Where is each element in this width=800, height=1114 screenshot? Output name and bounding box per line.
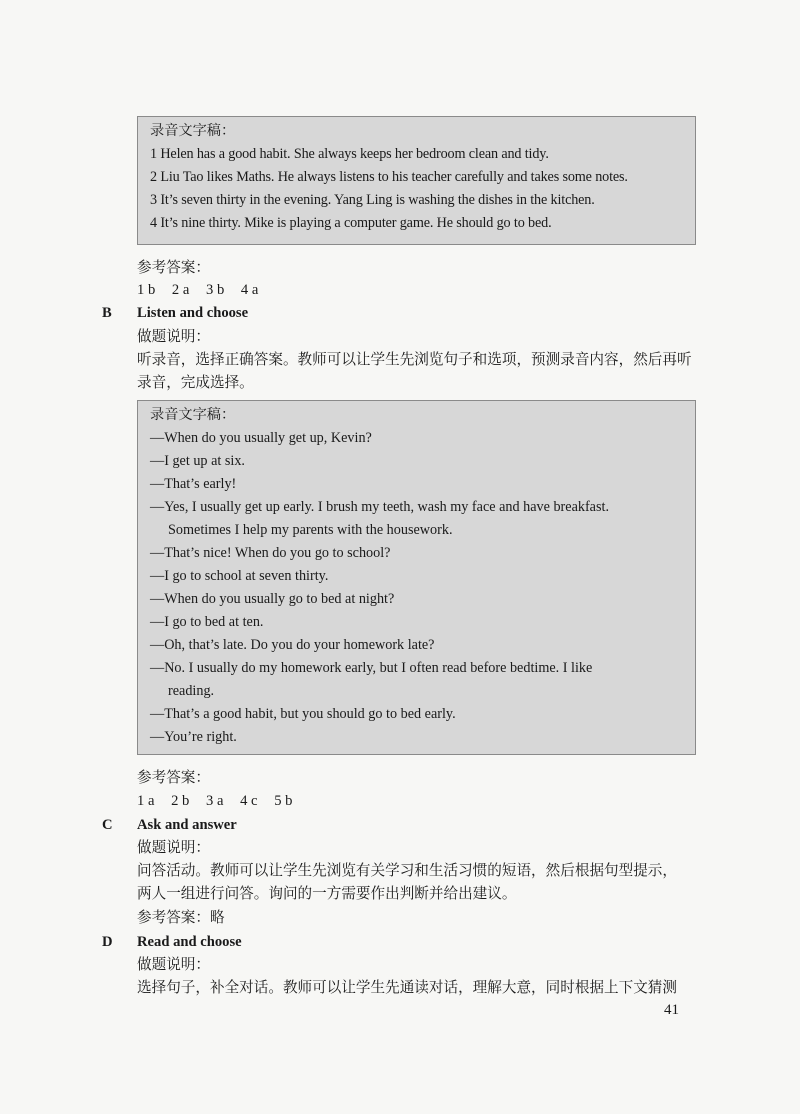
instruction-text: [137, 349, 697, 395]
dialogue-line: —That’s nice! When do you go to school?: [150, 545, 391, 561]
transcript-header: 录音文字稿：: [150, 123, 236, 139]
dialogue-line: —No. I usually do my homework early, but I often read before bedtime. I like: [150, 660, 593, 676]
answer-key-a: [137, 279, 271, 301]
instruction-line: 听录音，选择正确答案。教师可以让学生先浏览句子和选项，预测录音内容，然后再听: [137, 352, 692, 368]
transcript-line: 1 Helen has a good habit. She always keeps her bedroom clean and tidy.: [150, 146, 549, 162]
answer-item: 4 c: [240, 793, 258, 809]
instruction-label: 做题说明：: [137, 840, 210, 856]
answer-key-b: [137, 790, 305, 812]
dialogue-line: —I get up at six.: [150, 453, 245, 469]
answer-item: 3 b: [206, 282, 225, 298]
answer-item: 5 b: [274, 793, 293, 809]
instruction-line: 选择句子，补全对话。教师可以让学生先通读对话，理解大意，同时根据上下文猜测: [137, 980, 677, 996]
section-title: Ask and answer: [137, 817, 237, 833]
dialogue-line: —Yes, I usually get up early. I brush my teeth, wash my face and have breakfast.: [150, 499, 609, 515]
section-b-heading: [102, 302, 248, 324]
dialogue-line: —That’s early!: [150, 476, 237, 492]
dialogue-line: —I go to school at seven thirty.: [150, 568, 329, 584]
answer-item: 2 b: [171, 793, 190, 809]
transcript-box-a: [137, 116, 696, 245]
section-title: Read and choose: [137, 934, 242, 950]
section-title: Listen and choose: [137, 305, 249, 321]
answer-item: 2 a: [171, 282, 190, 298]
dialogue-line: —When do you usually get up, Kevin?: [150, 430, 372, 446]
transcript-line: 2 Liu Tao likes Maths. He always listens to his teacher carefully and takes some notes.: [150, 169, 628, 185]
section-letter: B: [102, 305, 112, 321]
section-c-heading: [102, 814, 237, 836]
instruction-label: 做题说明：: [137, 329, 210, 345]
answer-item: 1 b: [137, 282, 156, 298]
transcript-line: 3 It’s seven thirty in the evening. Yang Ling is washing the dishes in the kitchen.: [150, 192, 595, 208]
answer-label: 参考答案：: [137, 260, 210, 276]
answer-item: 4 a: [240, 282, 259, 298]
instruction-text: [137, 860, 697, 906]
transcript-line: 4 It’s nine thirty. Mike is playing a computer game. He should go to bed.: [150, 215, 552, 231]
transcript-box-b: [137, 400, 696, 755]
section-letter: C: [102, 817, 113, 833]
instruction-line: 录音，完成选择。: [137, 375, 254, 391]
dialogue-line: reading.: [168, 683, 215, 699]
dialogue-line: —You’re right.: [150, 729, 237, 745]
answer-text: 参考答案：略: [137, 910, 225, 926]
dialogue-line: —That’s a good habit, but you should go to bed early.: [150, 706, 456, 722]
transcript-header: 录音文字稿：: [150, 407, 236, 423]
page-number: 41: [664, 1002, 679, 1018]
dialogue-line: —Oh, that’s late. Do you do your homework late?: [150, 637, 435, 653]
instruction-text: [137, 977, 697, 1000]
instruction-label: 做题说明：: [137, 957, 210, 973]
dialogue-line: —When do you usually go to bed at night?: [150, 591, 395, 607]
answer-item: 1 a: [137, 793, 155, 809]
instruction-line: 两人一组进行问答。询问的一方需要作出判断并给出建议。: [137, 886, 517, 902]
instruction-line: 问答活动。教师可以让学生先浏览有关学习和生活习惯的短语，然后根据句型提示，: [137, 863, 677, 879]
dialogue-line: —I go to bed at ten.: [150, 614, 264, 630]
section-d-heading: [102, 931, 242, 953]
answer-item: 3 a: [206, 793, 224, 809]
dialogue-line: Sometimes I help my parents with the housework.: [168, 522, 453, 538]
answer-label: 参考答案：: [137, 770, 210, 786]
section-letter: D: [102, 934, 113, 950]
